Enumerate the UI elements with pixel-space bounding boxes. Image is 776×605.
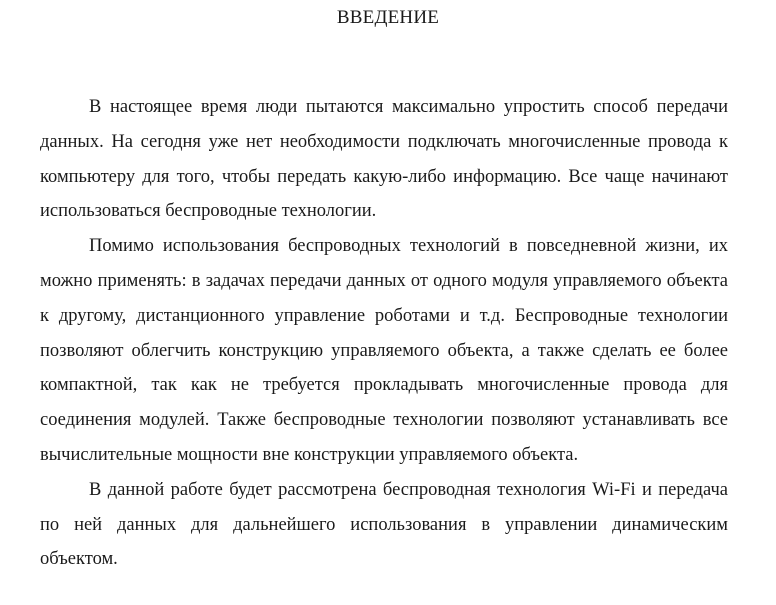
paragraph-intro: В настоящее время люди пытаются максимально упростить способ передачи данных. На сегодня уже нет необходимости подключать многочисленные провода к компьютеру для того, чтобы передать какую-либо информацию. Все чаще начинают использоваться беспроводные технологии. (40, 97, 728, 222)
section-title: ВВЕДЕНИЕ (336, 7, 440, 28)
paragraph-work-scope: В данной работе будет рассмотрена беспроводная технология Wi-Fi и передача по ней данных для дальнейшего использования в управлении динамическим объектом. (40, 479, 728, 570)
body-text (40, 90, 728, 577)
paragraph-applications: Помимо использования беспроводных технологий в повседневной жизни, их можно применять: в задачах передачи данных от одного модуля управляемого объекта к другому, дистанционного управление роботами и т.д. Беспроводные технологии позволяют облегчить конструкцию управляемого объекта, а также сделать ее более компактной, так как не требуется прокладывать многочисленные провода для соединения модулей. Также беспроводные технологии позволяют устанавливать все вычислительные мощности вне конструкции управляемого объекта. (40, 236, 728, 465)
